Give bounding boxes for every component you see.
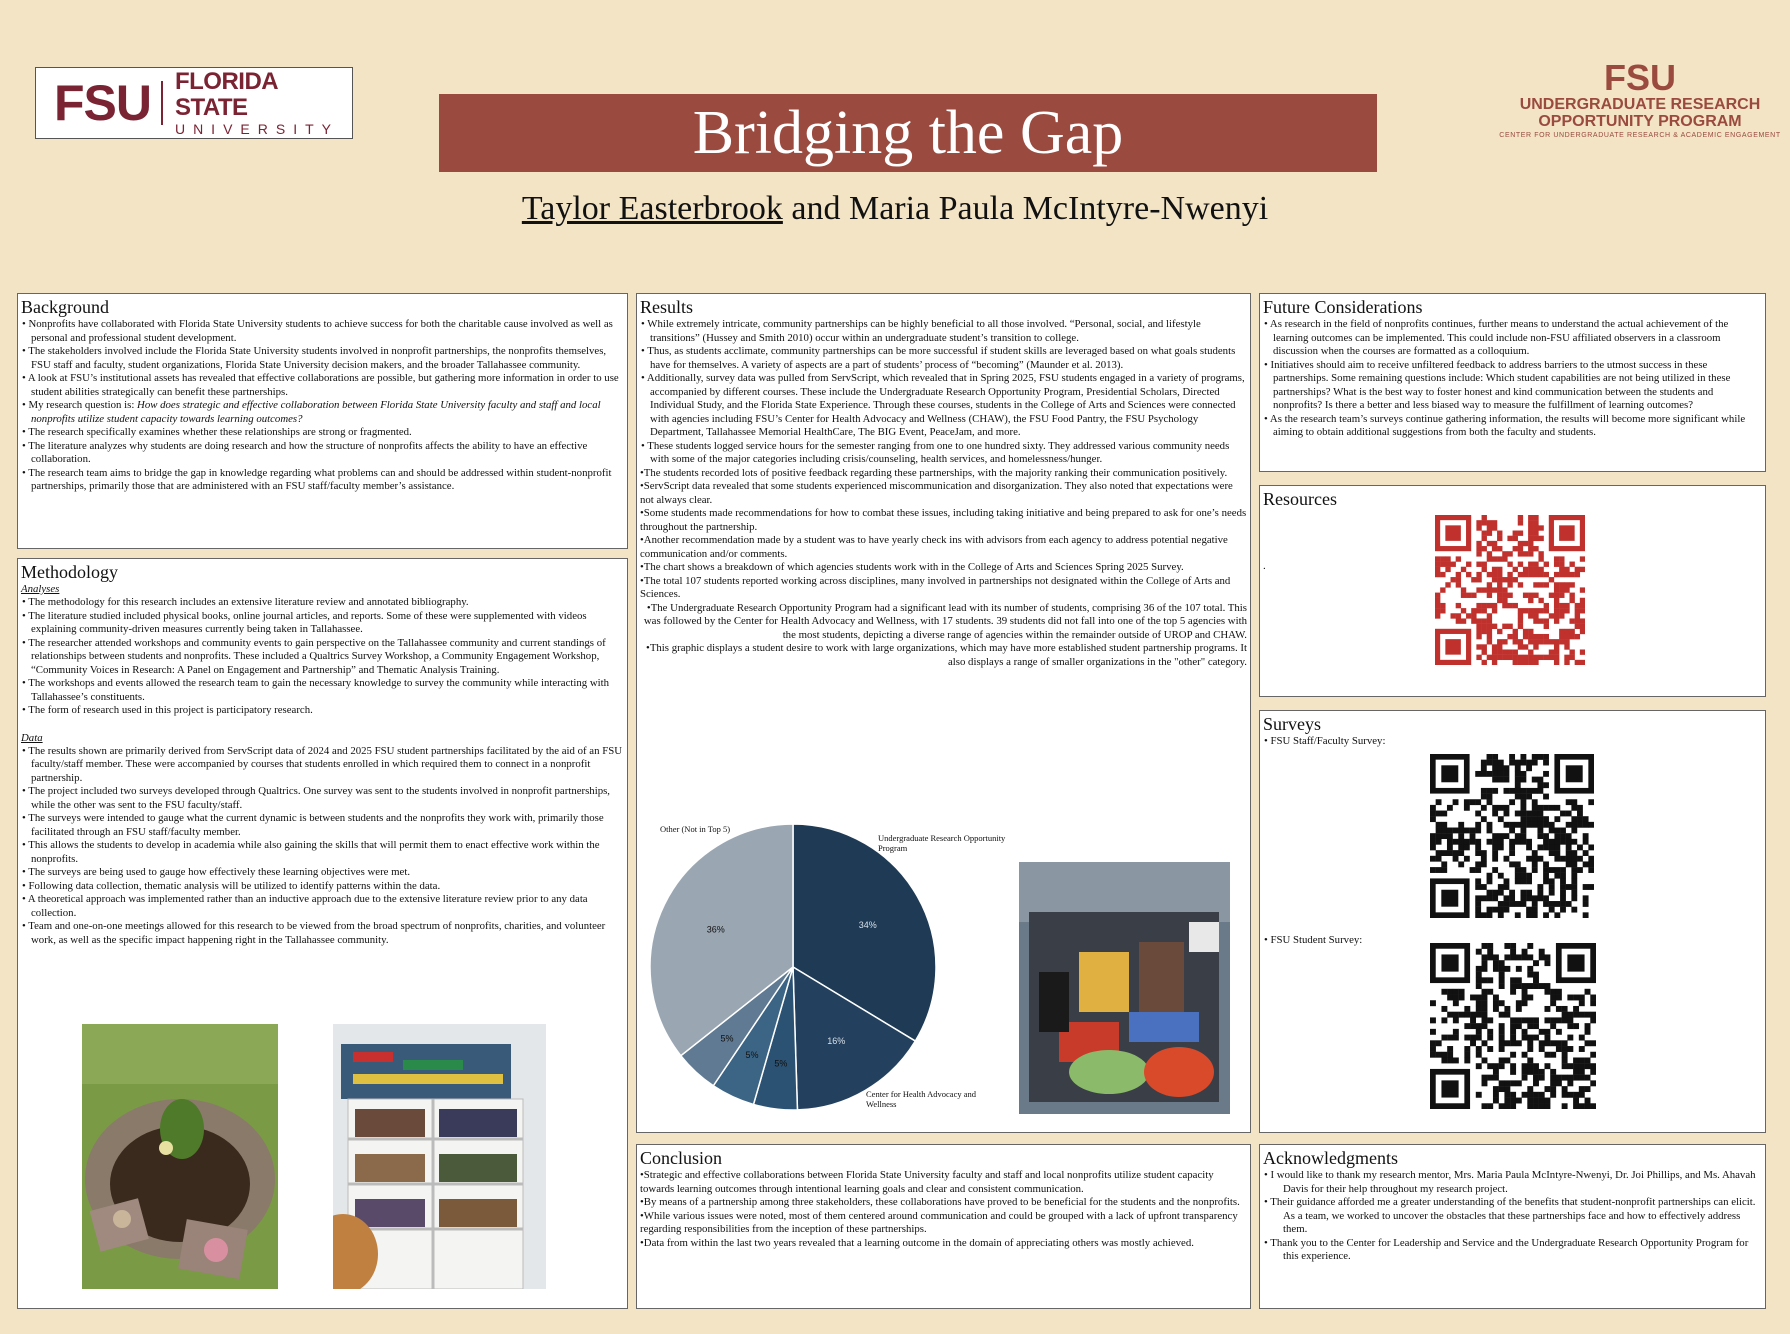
pie-percent-label: 5% <box>774 1058 788 1069</box>
student-survey-label: • FSU Student Survey: <box>1263 934 1362 948</box>
surveys-list <box>1263 735 1762 749</box>
acknowledgments-list <box>1263 1169 1762 1264</box>
conclusion-list <box>640 1169 1247 1250</box>
list-item: • Some students made recommendations for how to combat these issues, including taking initiative and being prepared to ask for one’s needs throughout the partnership. <box>640 507 1247 534</box>
background-heading: Background <box>21 297 109 317</box>
list-item: • By means of a partnership among three stakeholders, these collaborations have proved to be beneficial for the students and the nonprofits. <box>640 1196 1247 1210</box>
resources-dot: . <box>1263 560 1266 572</box>
list-item: • The researcher attended workshops and community events to gain perspective on the Tallahassee community and current standings of relationships between students and nonprofits. These included a Qualtrics Survey Workshop, a Community Engagement Workshop, “Community Voices in Research: A Panel on Engagement and Partnership” and Thematic Analysis Training. <box>21 637 624 678</box>
list-item: • The surveys were intended to gauge what the current dynamic is between students and the nonprofits they work with, primarily those facilitated through an FSU staff/faculty member. <box>21 812 624 839</box>
pie-percent-label: 16% <box>827 1036 846 1047</box>
background-list <box>21 318 624 494</box>
fsu-logo-divider <box>161 81 163 125</box>
pie-category-label: Undergraduate Research Opportunity Program <box>878 833 1006 853</box>
list-item: • This allows the students to develop in academia while also gaining the skills that will permit them to enact effective work within the nonprofits. <box>21 839 624 866</box>
garden-photo <box>82 1024 278 1289</box>
list-item: • Initiatives should aim to receive unfiltered feedback to address barriers to the utmost success in these partnerships. Some remaining questions include: Which student capabilities are not being utilized in these partnerships? What is the best way to foster honest and kind communication between the students and nonprofits? Is there a better and less biased way to measure the fulfillment of learning outcomes? <box>1263 359 1762 413</box>
results-heading: Results <box>640 297 694 317</box>
list-item: • Another recommendation made by a student was to have yearly check ins with advisors from each agency to address potential negative communication and/or comments. <box>640 534 1247 561</box>
research-question-text: How does strategic and effective collaboration between Florida State University faculty and staff and local nonprofits utilize student capacity towards learning outcomes? <box>31 399 601 425</box>
list-item: • Strategic and effective collaborations between Florida State University faculty and staff and local nonprofits utilize student capacity towards learning outcomes through intentional learning goals and clear and consistent communication. <box>640 1169 1247 1196</box>
list-item: • A look at FSU’s institutional assets has revealed that effective collaborations are possible, but gathering more information in order to use student abilities strategically can benefit these partnerships. <box>21 372 624 399</box>
list-item: • The literature studied included physical books, online journal articles, and reports. Some of these were supplemented with videos explaining community-driven measures currently being taken in Tallahassee. <box>21 610 624 637</box>
authors <box>0 190 1790 228</box>
research-question-lead: My research question is: <box>28 399 138 411</box>
list-item: • While various issues were noted, most of them centered around communication and could be grouped with a lack of upfront transparency regarding responsibilities from the inception of these partnerships. <box>640 1210 1247 1237</box>
list-item: • The Undergraduate Research Opportunity Program had a significant lead with its number of students, comprising 36 of the 107 total. This was followed by the Center for Health Advocacy and Wellness, with 17 students. 39 students did not fall into one of the top 5 agencies with the most students, depicting a diverse range of agencies within the remainder outside of UROP and CHAW. <box>640 602 1247 643</box>
list-item: • Their guidance afforded me a greater understanding of the benefits that student-nonprofit partnerships can elicit. As a team, we worked to uncover the obstacles that these partnerships face and how to effectively address them. <box>1263 1196 1762 1237</box>
pie-category-label: Other (Not in Top 5) <box>660 824 731 834</box>
list-item: • The stakeholders involved include the Florida State University students involved in nonprofit partnerships, the nonprofits themselves, FSU staff and faculty, student organizations, Florida State University decision makers, and the broader Tallahassee community. <box>21 345 624 372</box>
list-item: • The workshops and events allowed the research team to gain the necessary knowledge to survey the community while interacting with Tallahassee’s constituents. <box>21 677 624 704</box>
future-list <box>1263 318 1762 440</box>
poster-title: Bridging the Gap <box>439 94 1377 172</box>
list-item: • I would like to thank my research mentor, Mrs. Maria Paula McIntyre-Nwenyi, Dr. Joi Phillips, and Ms. Ahavah Davis for their help throughout my research project. <box>1263 1169 1762 1196</box>
list-item: • While extremely intricate, community partnerships can be highly beneficial to all those involved. “Personal, social, and lifestyle transitions” (Hussey and Smith 2010) occur within an undergraduate student’s transition to college. <box>640 318 1247 345</box>
food-donation-photo <box>1019 862 1230 1114</box>
acknowledgments-panel <box>1259 1144 1766 1309</box>
background-panel <box>17 293 628 549</box>
list-item: • Data from within the last two years revealed that a learning outcome in the domain of appreciating others was mostly achieved. <box>640 1237 1247 1251</box>
list-item: • A theoretical approach was implemented rather than an inductive approach due to the extensive literature review prior to any data collection. <box>21 893 624 920</box>
list-item: • Nonprofits have collaborated with Florida State University students to achieve success for both the charitable cause involved as well as personal and professional student development. <box>21 318 624 345</box>
list-item: • The chart shows a breakdown of which agencies students work with in the College of Arts and Sciences Spring 2025 Survey. <box>640 561 1247 575</box>
pie-percent-label: 36% <box>706 924 725 935</box>
student-survey-qr-code[interactable] <box>1430 943 1596 1109</box>
surveys-heading: Surveys <box>1263 714 1321 734</box>
urop-logo-line3: CENTER FOR UNDERGRADUATE RESEARCH & ACADEMIC ENGAGEMENT <box>1499 132 1781 139</box>
pie-percent-label: 5% <box>745 1050 759 1061</box>
list-item: • The total 107 students reported working across disciplines, many involved in partnerships not designated within the College of Arts and Sciences. <box>640 575 1247 602</box>
presenter-name: Taylor Easterbrook <box>521 190 783 227</box>
resources-heading: Resources <box>1263 489 1337 509</box>
future-considerations-panel <box>1259 293 1766 472</box>
urop-logo-mark: FSU <box>1604 57 1676 98</box>
conclusion-panel <box>636 1144 1251 1309</box>
list-item: • ServScript data revealed that some students experienced miscommunication and disorganization. They also noted that expectations were not always clear. <box>640 480 1247 507</box>
surveys-list-2 <box>1263 934 1362 948</box>
fsu-logo <box>35 67 353 139</box>
list-item: • Thus, as students acclimate, community partnerships can be more successful if student skills are leveraged based on what goals students have for themselves. A variety of aspects are a part of students’ process of “becoming” (Maunder et al. 2013). <box>640 345 1247 372</box>
list-item: • The form of research used in this project is participatory research. <box>21 704 624 718</box>
list-item: • As the research team’s surveys continue gathering information, the results will become more significant while aiming to obtain additional suggestions from both the faculty and students. <box>1263 413 1762 440</box>
conclusion-heading: Conclusion <box>640 1148 723 1168</box>
analyses-list <box>21 596 624 718</box>
urop-logo-line1: UNDERGRADUATE RESEARCH <box>1519 96 1761 113</box>
garden-photo-art <box>82 1024 278 1289</box>
data-label: Data <box>21 731 43 744</box>
data-list <box>21 745 624 948</box>
results-list <box>640 318 1247 669</box>
list-item: • The research specifically examines whether these relationships are strong or fragmented. <box>21 426 624 440</box>
list-item: • The surveys are being used to gauge how effectively these learning objectives were met. <box>21 866 624 880</box>
urop-logo-line2: OPPORTUNITY PROGRAM <box>1538 113 1742 130</box>
list-item: • As research in the field of nonprofits continues, further means to understand the actual achievement of the learning outcomes can be implemented. This could include non-FSU affiliated observers in a classroom discussion when the courses are formatted as a colloquium. <box>1263 318 1762 359</box>
analyses-label: Analyses <box>21 583 60 595</box>
list-item: • The students recorded lots of positive feedback regarding these partnerships, with the majority ranking their communication positively. <box>640 467 1247 481</box>
fsu-logo-name: FLORIDA STATE <box>174 68 278 121</box>
fsu-logo-wordmark <box>175 69 352 137</box>
co-author: and Maria Paula McIntyre-Nwenyi <box>782 190 1269 227</box>
fsu-logo-mark: FSU <box>54 75 151 131</box>
list-item: • Following data collection, thematic analysis will be utilized to identify patterns within the data. <box>21 880 624 894</box>
list-item: • This graphic displays a student desire to work with large organizations, which may have more established student partnership programs. It also displays a range of smaller organizations in the "other" category. <box>640 642 1247 669</box>
list-item: • The literature analyzes why students are doing research and how the structure of nonprofits affects the ability to have an effective collaboration. <box>21 440 624 467</box>
acknowledgments-heading: Acknowledgments <box>1263 1148 1398 1168</box>
list-item: • The research team aims to bridge the gap in knowledge regarding what problems can and should be addressed within student-nonprofit partnerships, primarily those that are administered with an FSU staff/faculty member’s assistance. <box>21 467 624 494</box>
staff-survey-label: • FSU Staff/Faculty Survey: <box>1263 735 1762 749</box>
list-item: • Thank you to the Center for Leadership and Service and the Undergraduate Research Opportunity Program for this experience. <box>1263 1237 1762 1264</box>
urop-logo <box>1460 57 1790 139</box>
bookshelf-photo <box>333 1024 546 1289</box>
list-item: • Additionally, survey data was pulled from ServScript, which revealed that in Spring 2025, FSU students engaged in a variety of programs, accompanied by different courses. These include the Undergraduate Research Opportunity Program, Presidential Scholars, Directed Individual Study, and the Florida State Experience. Through these courses, students in the College of Arts and Sciences were connected with agencies including FSU’s Center for Health Advocacy and Wellness (CHAW), the FSU Food Pantry, the FSU Psychology Department, Tallahassee Memorial HealthCare, The BIG Event, PeaceJam, and more. <box>640 372 1247 440</box>
pie-percent-label: 5% <box>720 1033 734 1044</box>
resources-qr-code[interactable] <box>1435 515 1585 665</box>
methodology-heading: Methodology <box>21 562 118 582</box>
list-item: • These students logged service hours for the semester ranging from one to one hundred sixty. They addressed various community needs with some of the major categories including crisis/counseling, health services, and homelessness/hunger. <box>640 440 1247 467</box>
food-donation-photo-art <box>1019 862 1230 1114</box>
list-item: • The methodology for this research includes an extensive literature review and annotated bibliography. <box>21 596 624 610</box>
pie-percent-label: 34% <box>858 919 877 930</box>
surveys-panel <box>1259 710 1766 1133</box>
list-item: • Team and one-on-one meetings allowed for this research to be viewed from the broad spectrum of nonprofits, charities, and volunteer work, as well as the specific impact happening right in the Tallahassee community. <box>21 920 624 947</box>
list-item: • The project included two surveys developed through Qualtrics. One survey was sent to the students involved in nonprofit partnerships, while the other was sent to the FSU faculty/staff. <box>21 785 624 812</box>
fsu-logo-sub: UNIVERSITY <box>174 121 339 137</box>
agency-pie-chart <box>650 815 1010 1115</box>
future-heading: Future Considerations <box>1263 297 1423 317</box>
resources-panel <box>1259 485 1766 697</box>
staff-survey-qr-code[interactable] <box>1430 754 1594 918</box>
pie-category-label: Center for Health Advocacy and Wellness <box>866 1089 976 1109</box>
list-item: • The results shown are primarily derived from ServScript data of 2024 and 2025 FSU student partnerships facilitated by the aid of an FSU faculty/staff member. These were accompanied by courses that students enrolled in which required them to connect in a nonprofit partnership. <box>21 745 624 786</box>
bookshelf-photo-art <box>333 1024 546 1289</box>
research-question <box>21 399 624 426</box>
